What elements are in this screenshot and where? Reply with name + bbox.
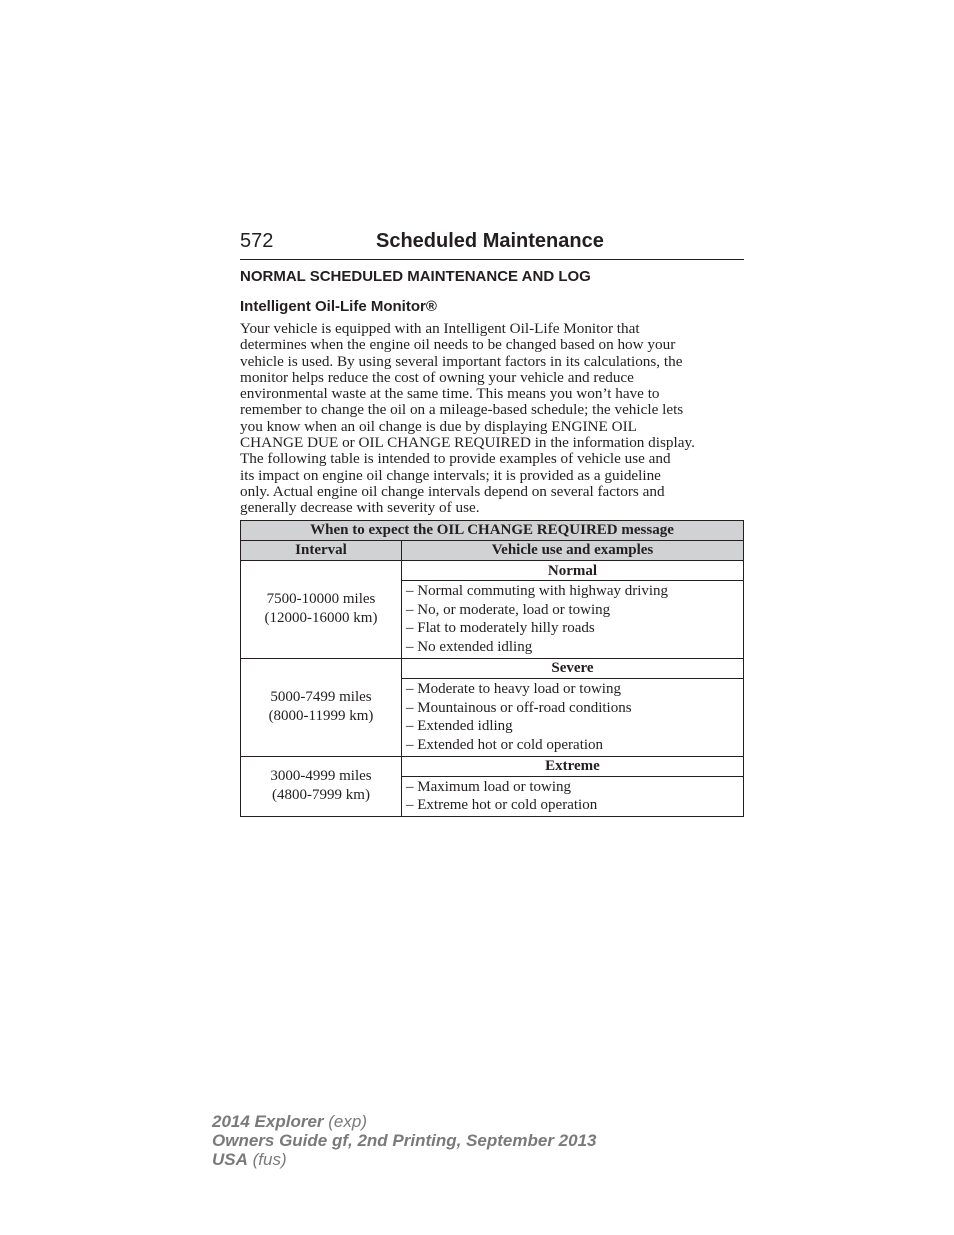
category-cell: Normal: [402, 561, 744, 581]
paragraph-line: vehicle is used. By using several important factors in its calculations, the: [240, 352, 683, 370]
uses-cell: [402, 581, 744, 659]
interval-km: (4800-7999 km): [272, 787, 370, 804]
table-row: [241, 561, 744, 581]
main-heading: NORMAL SCHEDULED MAINTENANCE AND LOG: [240, 268, 591, 285]
use-item: – Extended idling: [406, 718, 513, 735]
table-row: [241, 658, 744, 678]
page-header: [240, 228, 744, 260]
paragraph-line: The following table is intended to provide examples of vehicle use and: [240, 450, 671, 468]
body-paragraph: [240, 321, 746, 517]
interval-km: (12000-16000 km): [264, 610, 378, 627]
use-item: – No extended idling: [406, 639, 533, 656]
paragraph-line: determines when the engine oil needs to be changed based on how your: [240, 336, 676, 354]
interval-miles: 7500-10000 miles: [266, 591, 376, 608]
oil-change-table: [240, 520, 744, 817]
interval-miles: 3000-4999 miles: [270, 768, 372, 785]
interval-km: (8000-11999 km): [268, 708, 374, 725]
category-cell: Severe: [402, 658, 744, 678]
paragraph-line: remember to change the oil on a mileage-based schedule; the vehicle lets: [240, 401, 684, 419]
uses-cell: [402, 776, 744, 816]
use-item: – Extended hot or cold operation: [406, 736, 604, 753]
page-footer: [212, 1112, 596, 1169]
use-item: – Maximum load or towing: [406, 778, 571, 795]
paragraph-line: you know when an oil change is due by displaying ENGINE OIL: [240, 417, 637, 435]
use-item: – No, or moderate, load or towing: [406, 601, 611, 618]
use-item: – Extreme hot or cold operation: [406, 797, 598, 814]
page-number: 572: [240, 230, 274, 252]
interval-cell: [241, 561, 402, 659]
use-item: – Mountainous or off-road conditions: [406, 699, 632, 716]
section-title: Scheduled Maintenance: [376, 230, 604, 252]
paragraph-line: monitor helps reduce the cost of owning your vehicle and reduce: [240, 368, 634, 386]
paragraph-line: CHANGE DUE or OIL CHANGE REQUIRED in the information display.: [240, 434, 695, 452]
table-title: When to expect the OIL CHANGE REQUIRED message: [241, 521, 744, 541]
col-header-interval: Interval: [241, 541, 402, 561]
interval-miles: 5000-7499 miles: [270, 689, 372, 706]
interval-cell: [241, 756, 402, 816]
paragraph-line: environmental waste at the same time. This means you won’t have to: [240, 385, 660, 403]
use-item: – Normal commuting with highway driving: [406, 583, 669, 599]
paragraph-line: Your vehicle is equipped with an Intelligent Oil-Life Monitor that: [240, 320, 640, 337]
paragraph-line: its impact on engine oil change intervals; it is provided as a guideline: [240, 466, 661, 484]
paragraph-line: only. Actual engine oil change intervals depend on several factors and: [240, 482, 665, 500]
paragraph-line: generally decrease with severity of use.: [240, 499, 480, 517]
col-header-use: Vehicle use and examples: [402, 541, 744, 561]
footer-market: USA: [212, 1150, 248, 1169]
subheading: Intelligent Oil-Life Monitor®: [240, 298, 437, 315]
uses-cell: [402, 678, 744, 756]
footer-guide: Owners Guide gf, 2nd Printing, September 2013: [212, 1131, 597, 1150]
footer-model: 2014 Explorer: [212, 1112, 324, 1131]
use-item: – Flat to moderately hilly roads: [406, 620, 595, 637]
table-row: [241, 756, 744, 776]
footer-model-code: (exp): [328, 1112, 367, 1131]
category-cell: Extreme: [402, 756, 744, 776]
use-item: – Moderate to heavy load or towing: [406, 680, 621, 697]
footer-market-code: (fus): [252, 1150, 287, 1169]
interval-cell: [241, 658, 402, 756]
